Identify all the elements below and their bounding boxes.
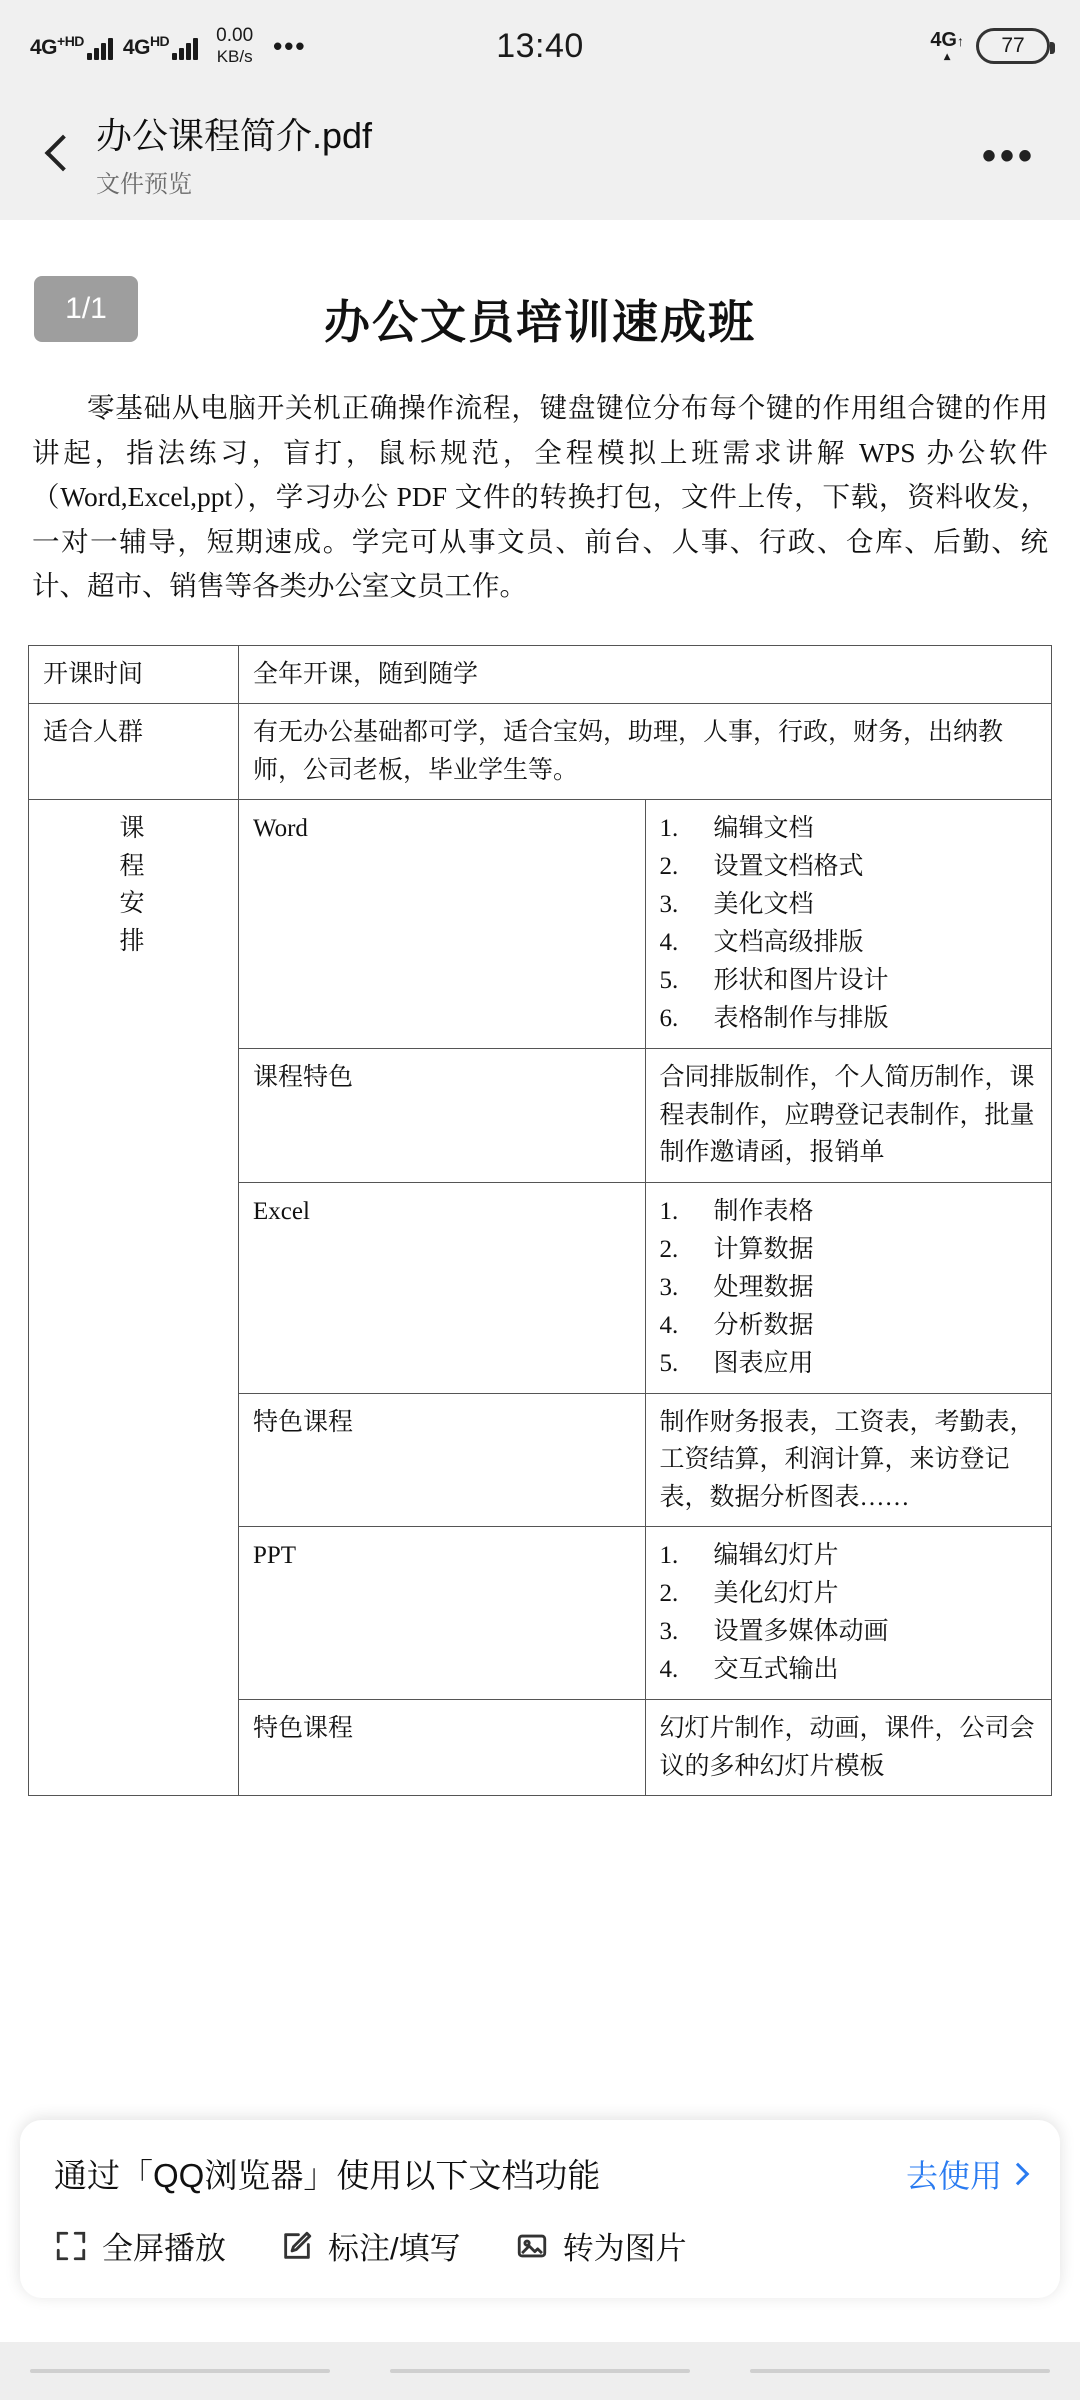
cell-section-body: 幻灯片制作，动画，课件，公司会议的多种幻灯片模板 <box>645 1700 1052 1796</box>
list-item: 5. 形状和图片设计 <box>659 967 889 995</box>
promo-action-label: 去使用 <box>905 2157 1002 2194</box>
cell-people-label: 适合人群 <box>29 704 239 800</box>
sim2-label: $4G^{HD}$ <box>122 32 170 59</box>
document-heading: 办公文员培训速成班 <box>324 297 756 348</box>
list-item: 4. 文档高级排版 <box>659 929 864 957</box>
status-bar <box>0 0 1080 92</box>
tool-annotate[interactable] <box>280 2223 461 2268</box>
cell-section-body <box>645 1182 1052 1393</box>
system-nav-bar <box>0 2342 1080 2400</box>
cell-section-body <box>645 800 1052 1049</box>
chevron-right-icon <box>1007 2162 1030 2185</box>
list-item: 4. 交互式输出 <box>659 1656 839 1684</box>
excel-item-list <box>660 1193 1038 1383</box>
cell-people-value: 有无办公基础都可学，适合宝妈，助理，人事，行政，财务，出纳教师，公司老板，毕业学生等。 <box>239 704 1052 800</box>
status-bar-right <box>930 28 1050 64</box>
title-block <box>96 113 372 199</box>
more-options-icon[interactable]: ••• <box>981 133 1036 178</box>
list-item: 1. 制作表格 <box>659 1197 814 1225</box>
arrange-char: 安 <box>119 890 148 918</box>
nav-recents-area[interactable] <box>750 2369 1050 2373</box>
cell-section-name: Excel <box>239 1182 646 1393</box>
page-title: 办公课程简介.pdf <box>96 115 373 156</box>
cell-section-body: 合同排版制作，个人简历制作，课程表制作，应聘登记表制作，批量制作邀请函，报销单 <box>645 1049 1052 1183</box>
battery-level: 77 <box>1001 34 1025 57</box>
list-item: 3. 设置多媒体动画 <box>659 1618 889 1646</box>
list-item: 4. 分析数据 <box>659 1311 814 1339</box>
list-item: 3. 处理数据 <box>659 1273 814 1301</box>
list-item: 1. 编辑幻灯片 <box>659 1542 839 1570</box>
annotate-icon <box>280 2229 314 2263</box>
battery-indicator <box>976 28 1050 64</box>
word-item-list <box>660 810 1038 1038</box>
nav-back-area[interactable] <box>30 2369 330 2373</box>
mobile-data-icon: 4G↑ ▴ <box>930 29 964 63</box>
promo-title: 通过「QQ浏览器」使用以下文档功能 <box>54 2157 601 2194</box>
cell-time-value: 全年开课，随到随学 <box>239 645 1052 704</box>
cell-section-body: 制作财务报表，工资表，考勤表，工资结算，利润计算，来访登记表，数据分析图表…… <box>645 1393 1052 1527</box>
cell-section-name: 课程特色 <box>239 1049 646 1183</box>
tool-label: 标注/填写 <box>328 2231 461 2266</box>
promo-action-button[interactable] <box>906 2151 1026 2197</box>
back-chevron-icon[interactable] <box>34 130 86 182</box>
document-paragraph: 零基础从电脑开关机正确操作流程，键盘键位分布每个键的作用组合键的作用讲起，指法练习，盲打，鼠标规范，全程模拟上班需求讲解 WPS 办公软件（Word,Excel,ppt），学习办公 PDF 文件的转换打包，文件上传，下载，资料收发，一对一辅导，短期速成。学完可从事文员、前台、人事、行政、仓库、后勤、统计、超市、销售等各类办公室文员工作。 <box>32 392 1048 602</box>
nav-home-area[interactable] <box>390 2369 690 2373</box>
cell-arrange-label <box>29 800 239 1796</box>
list-item: 6. 表格制作与排版 <box>659 1005 889 1033</box>
tool-to-image[interactable] <box>515 2223 687 2268</box>
table-row <box>29 704 1052 800</box>
cell-section-name: 特色课程 <box>239 1700 646 1796</box>
course-table <box>28 645 1052 1797</box>
status-clock: 13:40 <box>496 26 584 65</box>
ppt-item-list <box>660 1537 1038 1689</box>
status-overflow-icon: ••• <box>273 30 307 61</box>
tool-label: 转为图片 <box>562 2231 687 2266</box>
document-page <box>0 232 1080 1796</box>
promo-tool-list <box>54 2223 1026 2268</box>
cell-section-body <box>645 1527 1052 1700</box>
cell-time-label: 开课时间 <box>29 645 239 704</box>
list-item: 1. 编辑文档 <box>659 815 814 843</box>
promo-card <box>20 2120 1060 2298</box>
page-indicator: 1/1 <box>34 276 138 342</box>
tool-label: 全屏播放 <box>102 2231 226 2266</box>
fullscreen-icon <box>54 2229 88 2263</box>
cell-section-name: Word <box>239 800 646 1049</box>
list-item: 2. 美化幻灯片 <box>659 1580 839 1608</box>
arrange-char: 排 <box>119 927 148 955</box>
list-item: 3. 美化文档 <box>659 891 814 919</box>
list-item: 2. 设置文档格式 <box>659 853 864 881</box>
network-speed-unit: KB/s <box>216 47 253 66</box>
page-subtitle: 文件预览 <box>96 171 192 198</box>
arrange-char: 程 <box>119 852 148 880</box>
promo-header <box>54 2150 1026 2197</box>
network-speed-value: 0.00 <box>216 25 254 46</box>
sim1-label: $4G^{+HD}$ <box>30 32 84 59</box>
table-row <box>29 800 1052 1049</box>
tool-fullscreen[interactable] <box>54 2223 226 2268</box>
arrange-char: 课 <box>119 815 148 843</box>
image-icon <box>515 2229 549 2263</box>
title-bar <box>0 92 1080 220</box>
list-item: 2. 计算数据 <box>659 1235 814 1263</box>
cell-section-name: 特色课程 <box>239 1393 646 1527</box>
list-item: 5. 图表应用 <box>659 1349 814 1377</box>
table-row <box>29 645 1052 704</box>
cell-section-name: PPT <box>239 1527 646 1700</box>
